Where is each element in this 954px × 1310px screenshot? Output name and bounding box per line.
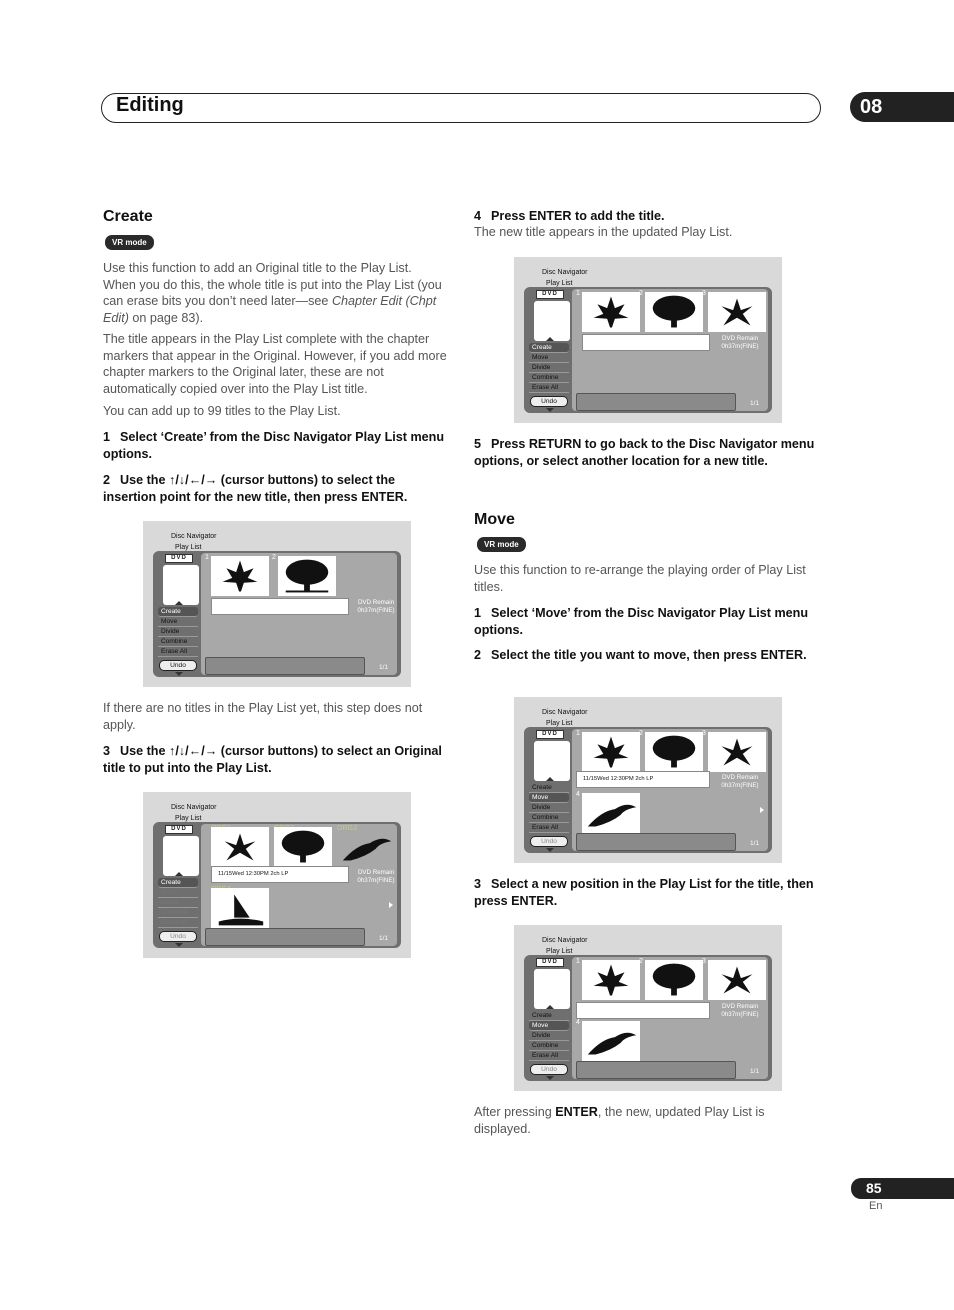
menu-move[interactable]: Move (529, 1021, 569, 1031)
thumb-toucan[interactable] (337, 827, 395, 867)
menu-divide[interactable]: Divide (529, 803, 569, 813)
create-para-1: Use this function to add an Original title to the Play List. When you do this, the whole title is put into the Play List (you can erase bits you don’t need later—see Chapter Edit (Chpt Edit) on page 83). (103, 261, 442, 326)
create-step-3: 3 Use the ↑/↓/←/→ (cursor buttons) to select an Original title to put into the Play List. (103, 744, 442, 775)
section-title: Editing (116, 94, 184, 116)
page-indicator: 1/1 (750, 400, 760, 407)
page-indicator: 1/1 (379, 664, 389, 671)
menu-combine[interactable]: Combine (158, 908, 198, 918)
scroll-right-arrow[interactable] (389, 902, 393, 908)
menu-divide[interactable]: Divide (158, 898, 198, 908)
move-para: Use this function to re-arrange the playing order of Play List titles. (474, 563, 806, 594)
selected-title-info[interactable]: 11/15Wed 12:30PM 2ch LP (211, 866, 349, 883)
thumb-leaf[interactable] (582, 732, 640, 772)
playlist-menu (529, 783, 569, 833)
menu-combine[interactable]: Combine (158, 637, 198, 647)
disc-navigator-title: Disc Navigator (171, 533, 217, 540)
tab-play-list[interactable]: Play List (175, 544, 202, 551)
playlist-menu (158, 878, 198, 928)
undo-button[interactable]: Undo (159, 660, 197, 671)
header-bar (101, 93, 821, 123)
insertion-point[interactable] (211, 598, 349, 615)
playlist-area: 1 2 DVD Remain 0h37m(FINE) 1/1 (201, 553, 397, 675)
vr-disc-icon (534, 301, 570, 341)
info-bar (205, 657, 365, 675)
playlist-menu (529, 1011, 569, 1061)
undo-button[interactable]: Undo (159, 931, 197, 942)
chapter-number: 08 (850, 92, 954, 122)
thumb-leaf[interactable] (582, 960, 640, 1000)
create-step-1: 1 Select ‘Create’ from the Disc Navigator Play List menu options. (103, 430, 445, 461)
menu-create[interactable]: Create (529, 1011, 569, 1021)
create-step-4: 4 Press ENTER to add the title. (474, 209, 665, 223)
menu-up-arrow (546, 337, 554, 341)
create-step-4-desc: The new title appears in the updated Play List. (474, 225, 733, 239)
menu-create[interactable]: Create (529, 783, 569, 793)
menu-down-arrow (546, 408, 554, 412)
new-position-slot[interactable] (576, 1002, 710, 1019)
disc-navigator-screen (524, 727, 772, 853)
menu-combine[interactable]: Combine (529, 813, 569, 823)
tab-play-list[interactable]: Play List (546, 720, 573, 727)
create-para-2: The title appears in the Play List complete with the chapter markers that appear in the Original. However, if you add more chapter markers to the Original later, these are not automatically copied over into the Play List title. (103, 332, 447, 397)
dvd-logo: DVD (536, 958, 564, 967)
disc-navigator-screen (153, 551, 401, 677)
move-step-2: 2 Select the title you want to move, then press ENTER. (474, 648, 807, 662)
dvd-logo: DVD (165, 554, 193, 563)
thumb-lily[interactable] (708, 960, 766, 1000)
vr-disc-icon (163, 836, 199, 876)
menu-create[interactable]: Create (158, 607, 198, 617)
playlist-area: 1 2 3 11/15Wed 12:30PM 2ch LP DVD Remain 0h37m(FINE) 4 1/1 (572, 729, 768, 851)
page-number: 85 (851, 1178, 954, 1199)
screenshot-move-position (514, 925, 782, 1091)
thumb-toucan[interactable] (582, 1021, 640, 1061)
scroll-right-arrow[interactable] (760, 807, 764, 813)
menu-erase-all[interactable]: Erase All (158, 918, 198, 928)
playlist-area: 1 2 3 DVD Remain 0h37m(FINE) 4 1/1 (572, 957, 768, 1079)
tab-play-list[interactable]: Play List (546, 948, 573, 955)
screenshot-create-originals (143, 792, 411, 958)
thumb-lily[interactable] (708, 732, 766, 772)
language-code: En (869, 1200, 883, 1212)
originals-area: ORG3 11/15Wed 12:30PM 2ch LP DVD Remain 0h37m(FINE) 1/1 (201, 824, 397, 946)
playlist-area: 1 2 3 DVD Remain 0h37m(FINE) 1/1 (572, 289, 768, 411)
vr-disc-icon (534, 741, 570, 781)
menu-down-arrow (546, 848, 554, 852)
move-step-3: 3 Select a new position in the Play List for the title, then press ENTER. (474, 877, 814, 908)
move-heading: Move (474, 511, 515, 528)
vr-mode-badge: VR mode (105, 235, 154, 250)
thumb-tree[interactable] (278, 556, 336, 596)
tab-play-list[interactable]: Play List (175, 815, 202, 822)
thumb-lily[interactable] (708, 292, 766, 332)
move-after-note: After pressing ENTER, the new, updated Play List is displayed. (474, 1105, 765, 1136)
undo-button[interactable]: Undo (530, 396, 568, 407)
thumb-leaf[interactable] (582, 292, 640, 332)
screenshot-move-select (514, 697, 782, 863)
thumb-lily[interactable] (211, 827, 269, 867)
menu-down-arrow (175, 672, 183, 676)
playlist-menu (158, 607, 198, 657)
menu-erase-all[interactable]: Erase All (529, 1051, 569, 1061)
menu-down-arrow (175, 943, 183, 947)
menu-divide[interactable]: Divide (529, 363, 569, 373)
info-bar (576, 393, 736, 411)
playlist-menu (529, 343, 569, 393)
dvd-logo: DVD (536, 730, 564, 739)
create-step-2: 2 Use the ↑/↓/←/→ (cursor buttons) to select the insertion point for the new title, then press ENTER. (103, 473, 408, 504)
undo-button[interactable]: Undo (530, 1064, 568, 1075)
dvd-remain: DVD Remain 0h37m(FINE) (357, 599, 395, 614)
vr-mode-badge: VR mode (477, 537, 526, 552)
dvd-logo: DVD (165, 825, 193, 834)
menu-create[interactable]: Create (529, 343, 569, 353)
dvd-remain: DVD Remain 0h37m(FINE) (721, 774, 759, 789)
thumb-leaf[interactable] (211, 556, 269, 596)
thumb-tree[interactable] (274, 827, 332, 867)
menu-up-arrow (175, 601, 183, 605)
menu-combine[interactable]: Combine (529, 1041, 569, 1051)
menu-move[interactable]: Move (529, 353, 569, 363)
menu-up-arrow (546, 777, 554, 781)
menu-move[interactable]: Move (158, 888, 198, 898)
info-bar (576, 833, 736, 851)
move-step-1: 1 Select ‘Move’ from the Disc Navigator Play List menu options. (474, 606, 809, 637)
undo-button[interactable]: Undo (530, 836, 568, 847)
menu-move[interactable]: Move (158, 617, 198, 627)
disc-navigator-title: Disc Navigator (542, 269, 588, 276)
dvd-remain: DVD Remain 0h37m(FINE) (357, 869, 395, 884)
menu-move[interactable]: Move (529, 793, 569, 803)
create-heading: Create (103, 208, 153, 225)
dvd-remain: DVD Remain 0h37m(FINE) (721, 1003, 759, 1018)
menu-combine[interactable]: Combine (529, 373, 569, 383)
menu-divide[interactable]: Divide (158, 627, 198, 637)
thumb-tree[interactable] (645, 292, 703, 332)
tab-play-list[interactable]: Play List (546, 280, 573, 287)
create-step-5: 5 Press RETURN to go back to the Disc Navigator menu options, or select another location for a new title. (474, 437, 815, 468)
disc-navigator-screen (524, 955, 772, 1081)
info-bar (205, 928, 365, 946)
menu-down-arrow (546, 1076, 554, 1080)
new-title-slot[interactable] (582, 334, 710, 351)
screenshot-create-insert (143, 521, 411, 687)
menu-up-arrow (175, 872, 183, 876)
vr-disc-icon (534, 969, 570, 1009)
disc-navigator-screen (153, 822, 401, 948)
dvd-remain: DVD Remain 0h37m(FINE) (721, 335, 759, 350)
disc-navigator-title: Disc Navigator (542, 709, 588, 716)
screenshot-create-updated (514, 257, 782, 423)
menu-erase-all[interactable]: Erase All (529, 383, 569, 393)
disc-navigator-title: Disc Navigator (542, 937, 588, 944)
menu-erase-all[interactable]: Erase All (529, 823, 569, 833)
disc-navigator-title: Disc Navigator (171, 804, 217, 811)
menu-divide[interactable]: Divide (529, 1031, 569, 1041)
page-indicator: 1/1 (750, 1068, 760, 1075)
page-indicator: 1/1 (750, 840, 760, 847)
vr-disc-icon (163, 565, 199, 605)
dvd-logo: DVD (536, 290, 564, 299)
disc-navigator-screen (524, 287, 772, 413)
thumb-windsurfer[interactable] (211, 888, 269, 928)
info-bar (576, 1061, 736, 1079)
thumb-tree[interactable] (645, 732, 703, 772)
menu-create[interactable]: Create (158, 878, 198, 888)
menu-up-arrow (546, 1005, 554, 1009)
page-indicator: 1/1 (379, 935, 389, 942)
thumb-toucan[interactable] (582, 793, 640, 833)
create-note: If there are no titles in the Play List yet, this step does not apply. (103, 701, 423, 732)
create-para-3: You can add up to 99 titles to the Play List. (103, 404, 341, 418)
thumb-tree[interactable] (645, 960, 703, 1000)
selected-title-info[interactable]: 11/15Wed 12:30PM 2ch LP (576, 771, 710, 788)
menu-erase-all[interactable]: Erase All (158, 647, 198, 657)
